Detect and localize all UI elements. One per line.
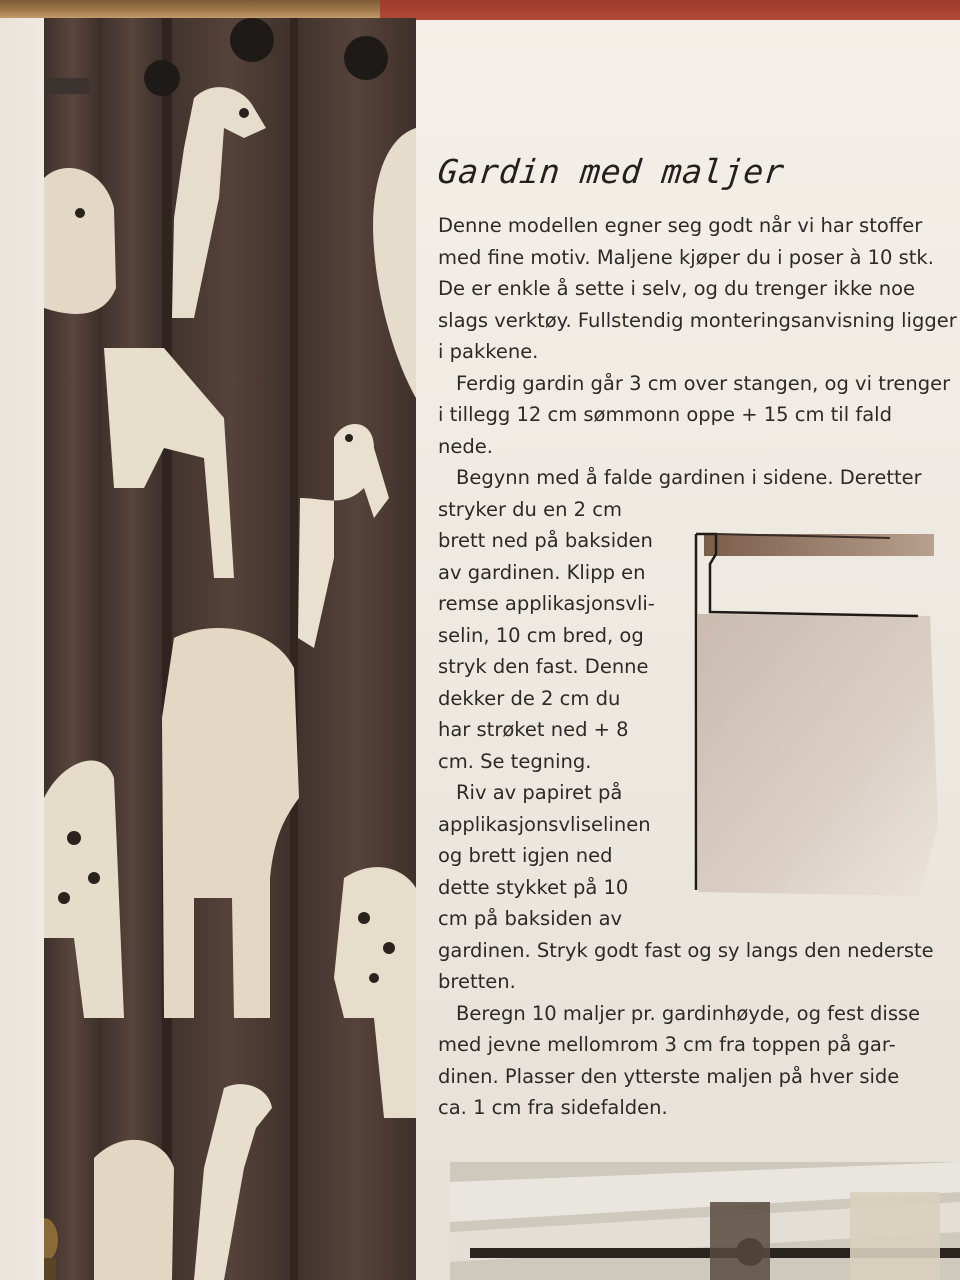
article-line: stryker du en 2 cm [438, 497, 622, 521]
article-line: Beregn 10 maljer pr. gardinhøyde, og fest disse [456, 1001, 921, 1025]
hem-illustration [690, 524, 944, 896]
article-line: applikasjonsvliselinen [438, 812, 651, 836]
curtain-ring [344, 36, 388, 80]
red-book-edge [380, 0, 960, 20]
article-line: brett ned på baksiden [438, 529, 653, 552]
article-line: av gardinen. Klipp en [438, 560, 646, 584]
article-line: Denne modellen egner seg godt når vi har stoffer [438, 214, 923, 237]
fabric-panel [698, 614, 938, 896]
article-line: med jevne mellomrom 3 cm fra toppen på gar- [438, 1033, 896, 1056]
article-line: Riv av papiret på [456, 781, 623, 804]
article-line: cm. Se tegning. [438, 749, 592, 773]
article-line: stryk den fast. Denne [438, 655, 649, 678]
article-line: dinen. Plasser den ytterste maljen på hver side [438, 1064, 900, 1088]
curtain-fabric [850, 1192, 940, 1280]
article-line: gardinen. Stryk godt fast og sy langs den nederste [438, 938, 934, 962]
article-line: med fine motiv. Maljene kjøper du i poser à 10 stk. [438, 245, 934, 269]
article-line: slags verktøy. Fullstendig monteringsanvisning ligger [438, 308, 957, 332]
article-line: nede. [438, 434, 493, 458]
article-line: ca. 1 cm fra sidefalden. [438, 1096, 668, 1119]
article-line: Begynn med å falde gardinen i sidene. Deretter [456, 466, 922, 489]
article-line: selin, 10 cm bred, og [438, 623, 644, 647]
curtain-fabric [710, 1202, 770, 1280]
article-line: remse applikasjonsvli- [438, 592, 655, 615]
elephant-motif [94, 1140, 174, 1280]
article-line: i tillegg 12 cm sømmonn oppe + 15 cm til fald [438, 403, 892, 426]
bottom-photo [450, 1162, 960, 1280]
article-line: dette stykket på 10 [438, 875, 629, 899]
article-line: har strøket ned + 8 [438, 718, 629, 741]
article-line: dekker de 2 cm du [438, 686, 621, 710]
curtain-fold [290, 18, 298, 1280]
article-line: bretten. [438, 970, 516, 993]
article-line: Ferdig gardin går 3 cm over stangen, og vi trenger [456, 371, 951, 395]
curtain-ring [144, 60, 180, 96]
elephant-motif [44, 168, 116, 314]
curtain-ring [230, 18, 274, 62]
curtain-fold [162, 18, 172, 1280]
article-line: cm på baksiden av [438, 907, 623, 930]
article-line: i pakkene. [438, 340, 539, 363]
article-title: Gardin med maljer [436, 152, 787, 191]
article-line: og brett igjen ned [438, 844, 613, 867]
curtain-photo [44, 18, 416, 1280]
article-line: De er enkle å sette i selv, og du trenger ikke noe [438, 277, 916, 300]
